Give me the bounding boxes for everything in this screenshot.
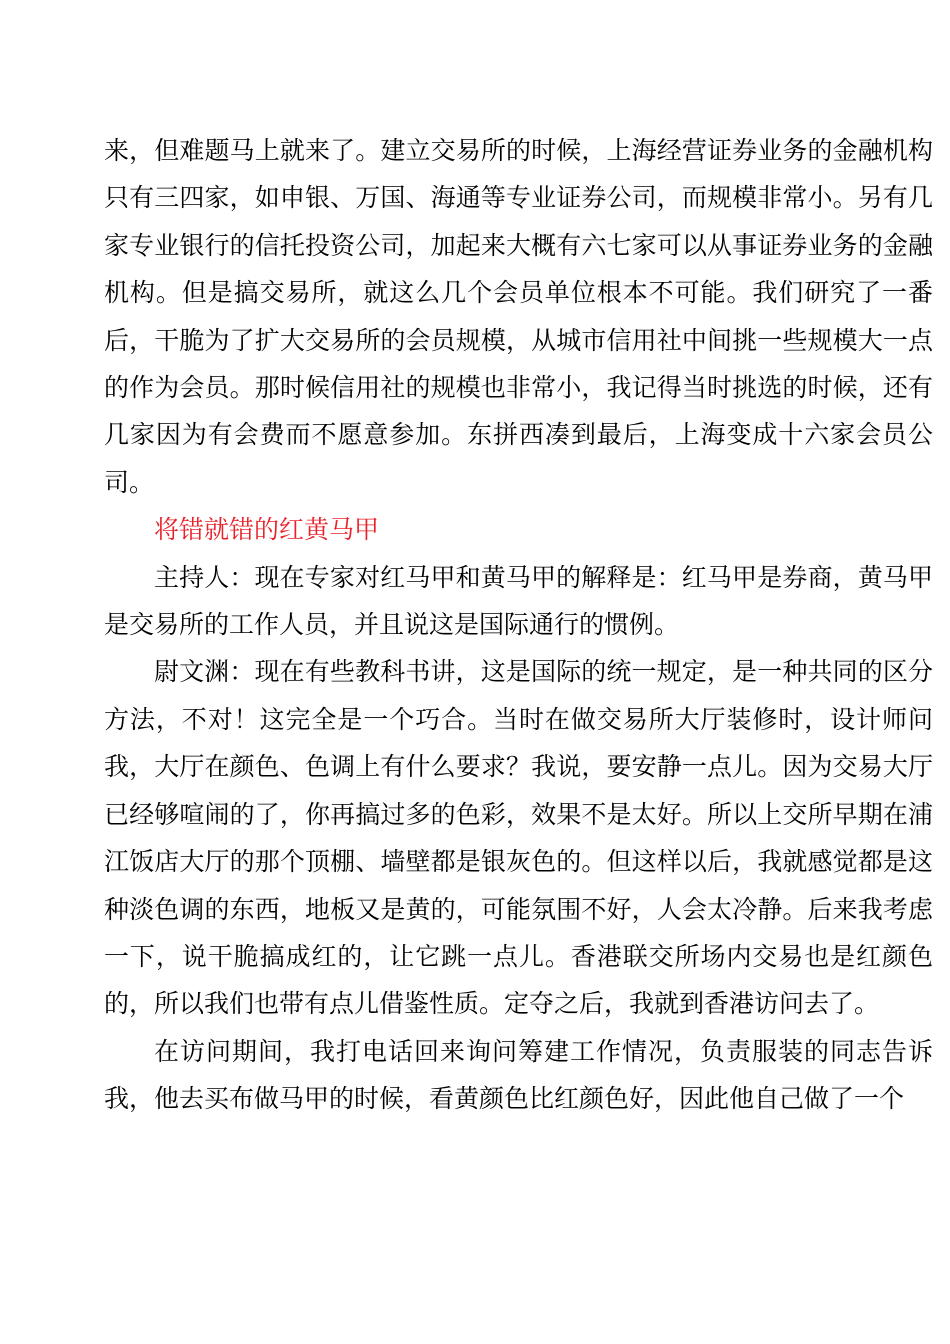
- paragraph-visit-period: 在访问期间，我打电话回来询问筹建工作情况，负责服装的同志告诉我，他去买布做马甲的时候，看黄颜色比红颜色好，因此他自己做了一个: [104, 1036, 933, 1114]
- paragraph-host-question: 主持人：现在专家对红马甲和黄马甲的解释是：红马甲是券商，黄马甲是交易所的工作人员，并且说这是国际通行的惯例。: [104, 562, 933, 640]
- section-heading: 将错就错的红黄马甲: [154, 515, 380, 545]
- paragraph-continuation: 来，但难题马上就来了。建立交易所的时候，上海经营证券业务的金融机构只有三四家，如申银、万国、海通等专业证券公司，而规模非常小。另有几家专业银行的信托投资公司，加起来大概有六七家可以从事证券业务的金融机构。但是搞交易所，就这么几个会员单位根本不可能。我们研究了一番后，干脆为了扩大交易所的会员规模，从城市信用社中间挑一些规模大一点的作为会员。那时候信用社的规模也非常小，我记得当时挑选的时候，还有几家因为有会费而不愿意参加。东拼西凑到最后，上海变成十六家会员公司。: [104, 136, 933, 497]
- document-page: [104, 127, 933, 1123]
- paragraph-wei-wenyuan-answer: 尉文渊：现在有些教科书讲，这是国际的统一规定，是一种共同的区分方法，不对！这完全是一个巧合。当时在做交易所大厅装修时，设计师问我，大厅在颜色、色调上有什么要求？我说，要安静一点儿。因为交易大厅已经够喧闹的了，你再搞过多的色彩，效果不是太好。所以上交所早期在浦江饭店大厅的那个顶棚、墙壁都是银灰色的。但这样以后，我就感觉都是这种淡色调的东西，地板又是黄的，可能氛围不好，人会太冷静。后来我考虑一下，说干脆搞成红的，让它跳一点儿。香港联交所场内交易也是红颜色的，所以我们也带有点儿借鉴性质。定夺之后，我就到香港访问去了。: [104, 657, 933, 1019]
